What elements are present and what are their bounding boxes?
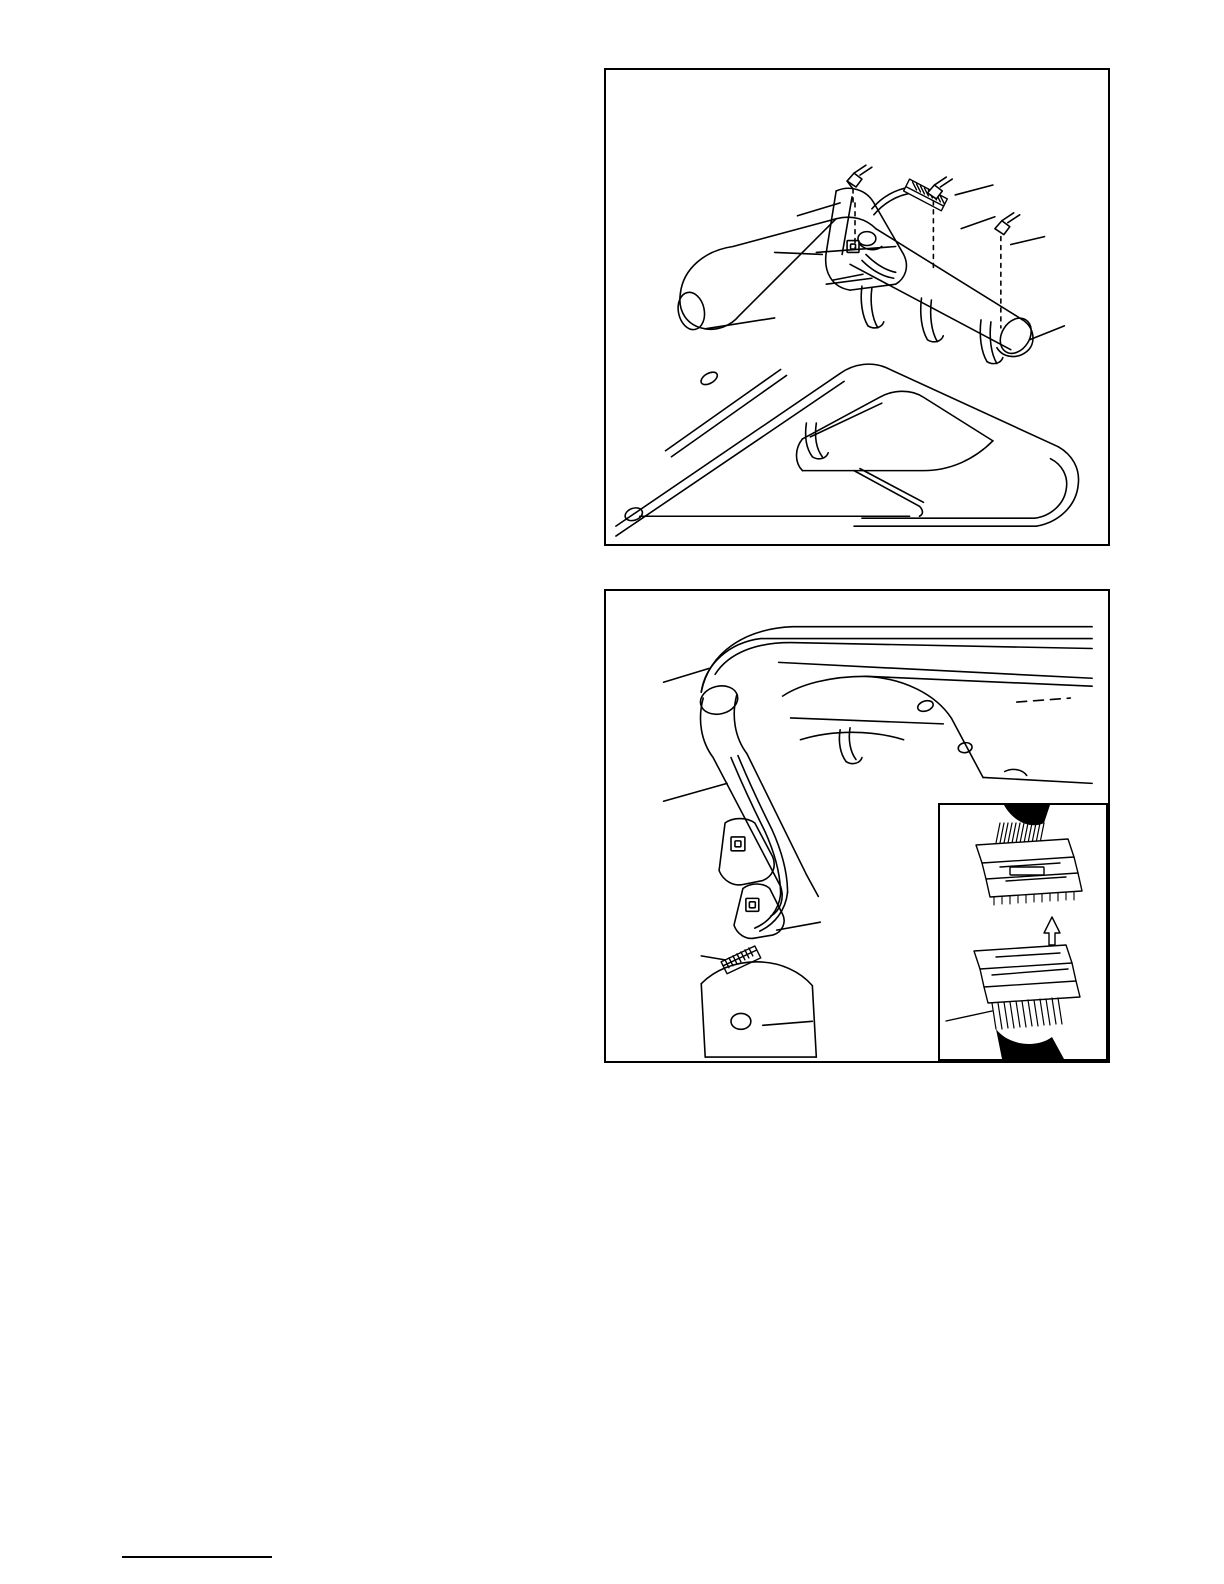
inset-artwork [940,805,1106,1059]
figure-upright-wire-routing [604,68,1110,546]
figure-console-mast-connection [604,589,1110,1063]
figure-top-artwork [606,70,1108,544]
connector-detail-inset [938,803,1108,1061]
footer-rule [122,1556,272,1558]
